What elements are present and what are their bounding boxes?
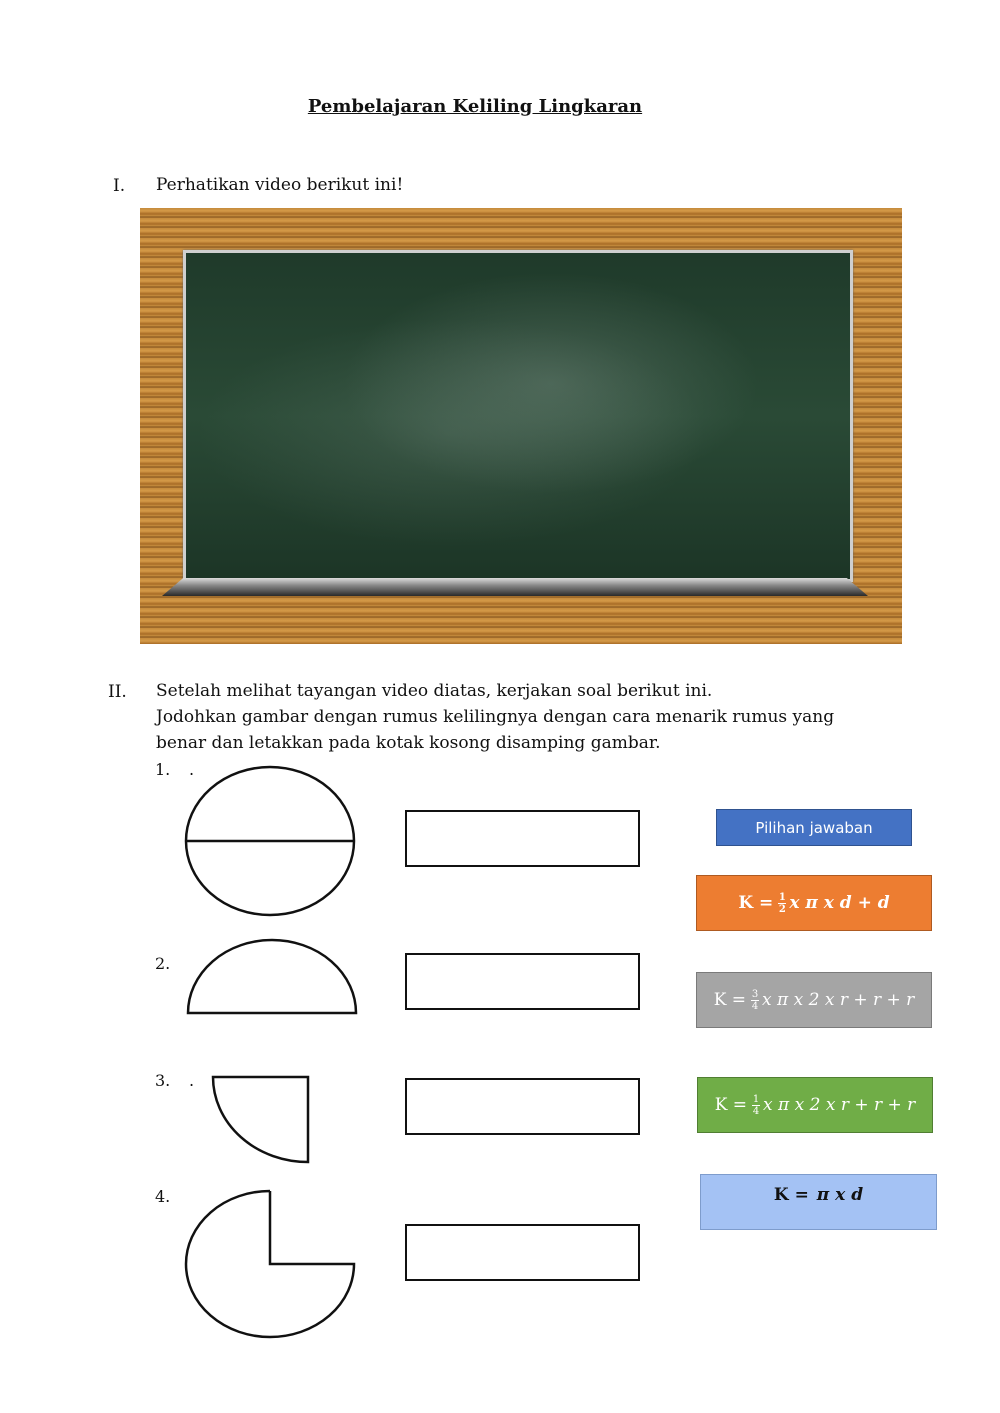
formula-choice-half-circle[interactable] — [696, 875, 932, 931]
item-number-2: 2. — [155, 954, 171, 973]
formula-prefix: K = — [714, 1095, 748, 1115]
formula-choice-quarter-circle[interactable] — [697, 1077, 933, 1133]
item-mark-1: . — [189, 760, 195, 779]
formula-expression: x π x d + d — [789, 893, 890, 913]
answer-dropzone-2[interactable] — [405, 953, 640, 1010]
formula-expression: x π x 2 x r + r + r — [763, 1095, 916, 1115]
answer-dropzone-3[interactable] — [405, 1078, 640, 1135]
formula-expression: π x d — [816, 1185, 864, 1205]
formula-prefix: K = — [738, 893, 774, 913]
answer-choices-header: Pilihan jawaban — [716, 809, 912, 846]
formula-choice-three-quarter-circle[interactable] — [696, 972, 932, 1028]
half-circle-shape — [182, 935, 362, 1020]
section-2-numeral: II. — [108, 682, 127, 702]
instruction-line: benar dan letakkan pada kotak kosong disamping gambar. — [156, 733, 661, 753]
instruction-line: Jodohkan gambar dengan rumus kelilingnya dengan cara menarik rumus yang — [156, 707, 835, 727]
formula-prefix: K = — [713, 990, 747, 1010]
instruction-line: Setelah melihat tayangan video diatas, kerjakan soal berikut ini. — [156, 681, 713, 701]
formula-fraction: $\frac{3}{4}$ — [751, 988, 759, 1012]
formula-fraction: $\frac{1}{4}$ — [752, 1093, 760, 1117]
three-quarter-circle-shape — [180, 1185, 365, 1345]
full-circle-diameter-shape — [180, 762, 360, 922]
answer-dropzone-1[interactable] — [405, 810, 640, 867]
section-1-instruction: Perhatikan video berikut ini! — [156, 175, 404, 195]
section-2-instructions — [156, 678, 856, 756]
answer-dropzone-4[interactable] — [405, 1224, 640, 1281]
formula-expression: x π x 2 x r + r + r — [762, 990, 915, 1010]
formula-choice-full-circle[interactable] — [700, 1174, 937, 1230]
section-1-numeral: I. — [113, 176, 126, 196]
formula-fraction: $\frac{1}{2}$ — [778, 891, 786, 915]
item-number-1: 1. — [155, 760, 171, 779]
item-number-3: 3. — [155, 1071, 171, 1090]
chalkboard-video[interactable] — [183, 250, 853, 582]
page-title: Pembelajaran Keliling Lingkaran — [307, 96, 643, 117]
chalkboard-ledge — [162, 578, 868, 596]
item-mark-3: . — [189, 1071, 195, 1090]
item-number-4: 4. — [155, 1187, 171, 1206]
formula-prefix: K = — [773, 1185, 809, 1205]
quarter-circle-shape — [205, 1070, 315, 1170]
